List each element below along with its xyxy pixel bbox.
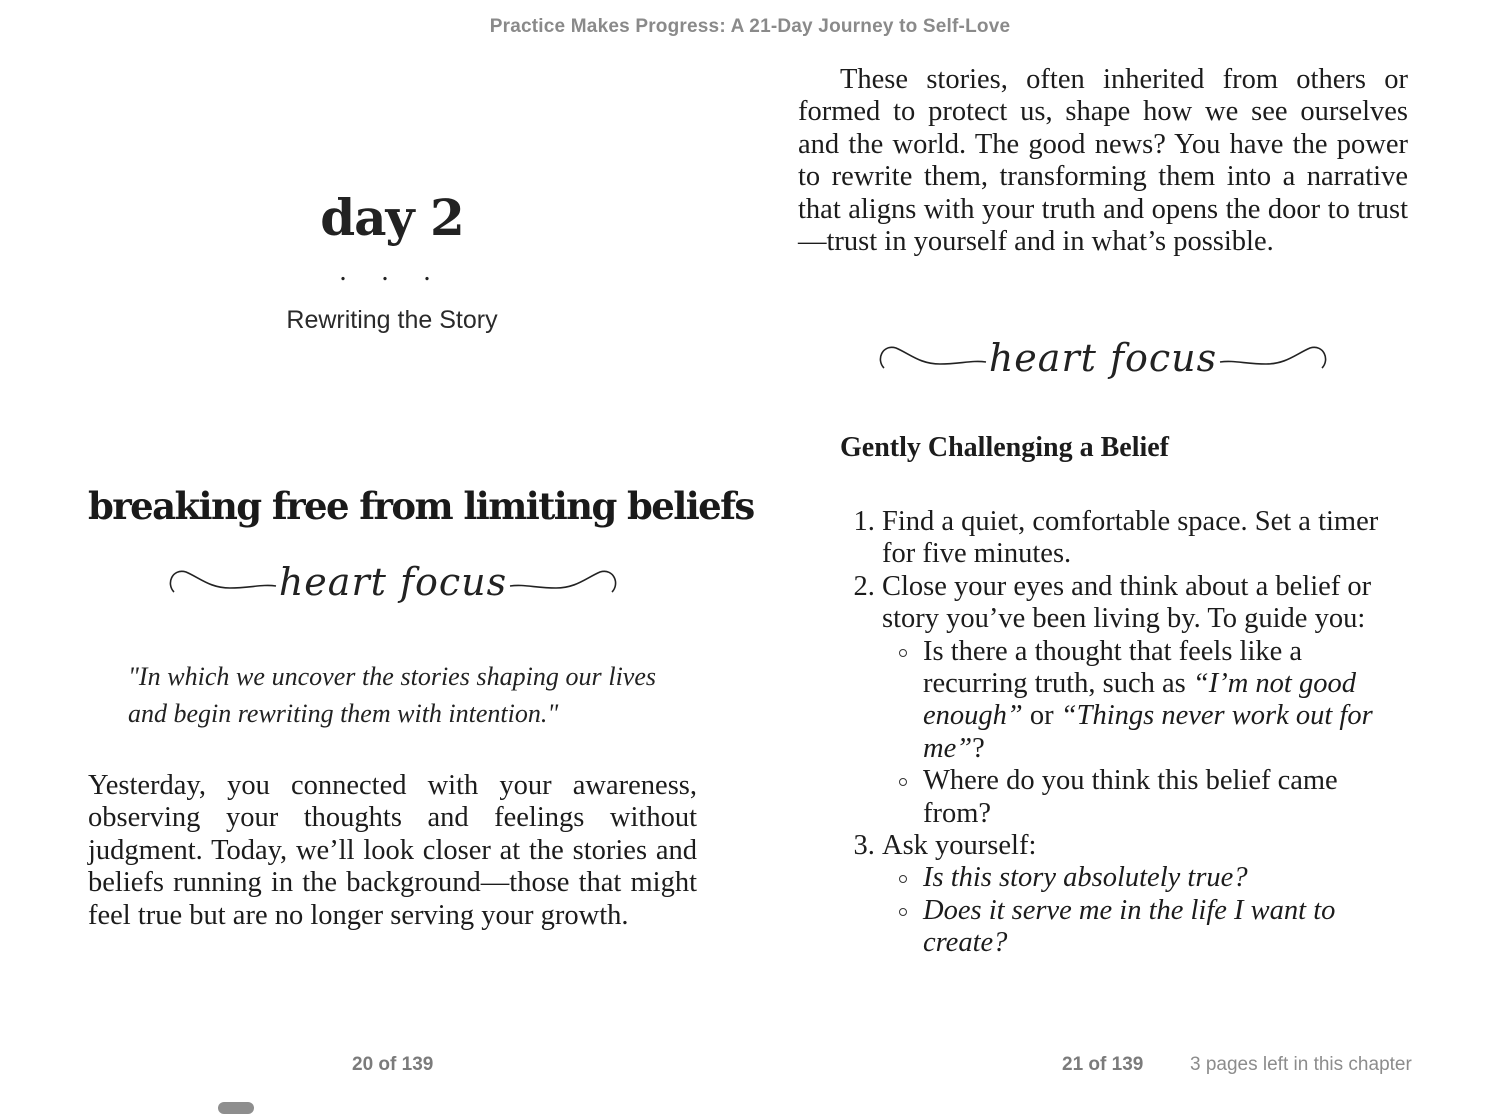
heart-focus-ornament <box>876 336 1330 392</box>
list-item <box>882 506 1412 571</box>
circle-bullet-icon <box>899 908 907 916</box>
page-number-right: 21 of 139 <box>1062 1054 1144 1075</box>
exercise-heading: Gently Challenging a Belief <box>840 432 1169 463</box>
list-item <box>882 830 1412 960</box>
circle-bullet-icon <box>899 778 907 786</box>
step-text: Close your eyes and think about a belief or story you’ve been living by. To guide you: <box>882 570 1372 635</box>
sub-list-item: Is this story absolutely true? <box>923 862 1412 894</box>
ornament-dots: . . . <box>339 256 445 287</box>
pages-left-in-chapter: 3 pages left in this chapter <box>1190 1054 1412 1075</box>
body-paragraph: Yesterday, you connected with your awareness, observing your thoughts and feelings without judgment. Today, we’ll look closer at the stories and beliefs running in the background—those that might feel true but are no longer serving your growth. <box>88 770 697 931</box>
page-number-left: 20 of 139 <box>352 1054 434 1075</box>
sub-list-item: Where do you think this belief came from? <box>923 765 1412 830</box>
book-title: Practice Makes Progress: A 21-Day Journey to Self-Love <box>489 16 1011 37</box>
sub-list-item: Does it serve me in the life I want to create? <box>923 895 1412 960</box>
day-subtitle: Rewriting the Story <box>286 306 498 334</box>
step-text: Find a quiet, comfortable space. Set a timer for five minutes. <box>882 506 1379 570</box>
heart-focus-label: heart focus <box>988 336 1218 380</box>
heart-focus-ornament <box>166 560 620 616</box>
page-scrubber-handle[interactable] <box>218 1102 254 1114</box>
day-title: day 2 <box>320 188 464 247</box>
sub-list-item: Is there a thought that feels like a recurring truth, such as “I’m not good enough” or “Things never work out for me”? <box>923 636 1412 766</box>
chapter-title: breaking free from limiting beliefs <box>88 484 754 528</box>
step-text: Ask yourself: <box>882 830 1037 862</box>
list-item <box>882 571 1412 830</box>
sub-list <box>882 636 1412 830</box>
circle-bullet-icon <box>899 649 907 657</box>
sub-list <box>882 862 1412 959</box>
circle-bullet-icon <box>899 875 907 883</box>
epigraph: "In which we uncover the stories shaping our lives and begin rewriting them with intention." <box>128 662 656 728</box>
heart-focus-label: heart focus <box>278 560 508 604</box>
body-paragraph: These stories, often inherited from others or formed to protect us, shape how we see ourselves and the world. The good news? You have the power to rewrite them, transforming them into a narrative that aligns with your truth and opens the door to trust—trust in yourself and in what’s possible. <box>798 64 1408 258</box>
exercise-steps-list <box>840 506 1412 960</box>
